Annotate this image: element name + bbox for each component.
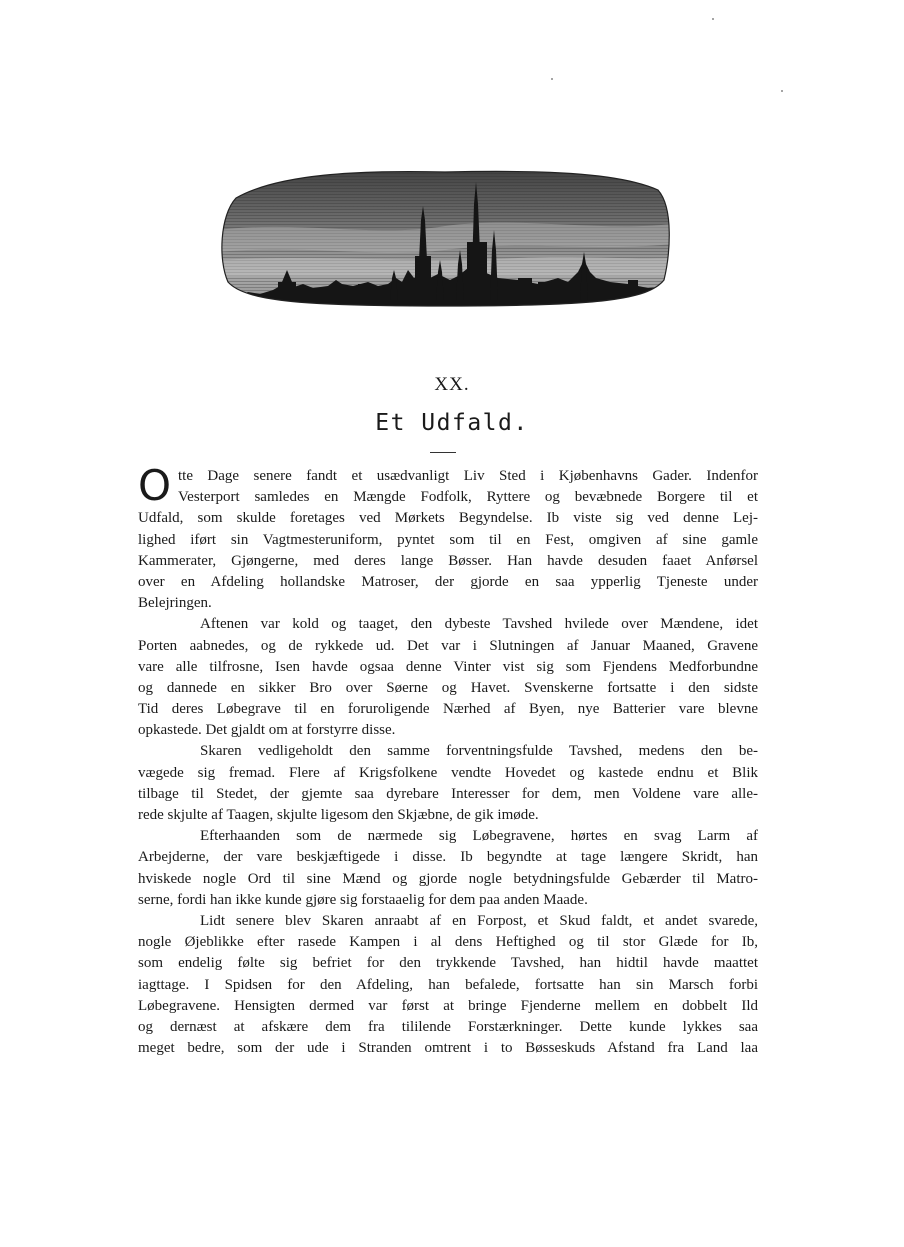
text-line: hviskede nogle Ord til sine Mænd og gjorde nogle betydningsfulde Gebærder til Matro- (138, 870, 758, 887)
drop-cap: O (138, 461, 172, 510)
text-line: Kammerater, Gjøngerne, med deres lange Bøsser. Han havde desuden faaet Anførsel (138, 552, 758, 569)
text-line: og dannede en sikker Bro over Søerne og Havet. Svenskerne fortsatte i den sidste (138, 679, 758, 696)
text-line: lighed iført sin Vagtmesteruniform, pyntet som til en Fest, omgiven af sine gamle (138, 531, 758, 548)
title-rule (430, 452, 456, 453)
page-speck (781, 90, 783, 92)
text-line: Udfald, som skulde foretages ved Mørkets Begyndelse. Ib viste sig ved denne Lej- (138, 510, 758, 527)
body-text (138, 461, 758, 1059)
text-line: Tid deres Løbegrave til en foruroligende Nærhed af Byen, nye Batterier vare blevne (138, 701, 758, 718)
text-line: tilbage til Stedet, der gjemte saa dyrebare Interesser for dem, men Voldene vare alle- (138, 785, 758, 802)
text-line: vægede sig fremad. Flere af Krigsfolkene vendte Hovedet og kastede endnu et Blik (138, 764, 758, 781)
text-line: nogle Øjeblikke efter rasede Kampen i al dens Heftighed og til stor Glæde for Ib, (138, 934, 758, 951)
text-line: og dernæst at afskære dem fra tililende Forstærkninger. Dette kunde lykkes saa (138, 1018, 758, 1035)
sky-area (218, 160, 672, 322)
text-line: Skaren vedligeholdt den samme forventningsfulde Tavshed, medens den be- (200, 743, 758, 760)
text-line: Belejringen. (138, 595, 212, 612)
text-line: over en Afdeling hollandske Matroser, der gjorde en saa ypperlig Tjeneste under (138, 573, 758, 590)
text-line: meget bedre, som der ude i Stranden omtrent i to Bøsseskuds Afstand fra Land laa (138, 1040, 758, 1057)
page-speck (712, 18, 714, 20)
text-line: Arbejderne, der vare beskjæftigede i disse. Ib begyndte at tage længere Skridt, han (138, 849, 758, 866)
text-line: iagttage. I Spidsen for den Afdeling, han befalede, fortsatte han sin Marsch forbi (138, 976, 758, 993)
text-line: rede skjulte af Taagen, skjulte ligesom den Skjæbne, de gik imøde. (138, 807, 539, 823)
text-line: opkastede. Det gjaldt om at forstyrre disse. (138, 722, 396, 739)
text-line: tte Dage senere fandt et usædvanligt Liv Sted i Kjøbenhavns Gader. Indenfor (178, 468, 758, 484)
text-line: serne, fordi han ikke kunde gjøre sig forstaaelig for dem paa anden Maade. (138, 891, 588, 908)
text-line: vare alle tilfrosne, Isen havde ogsaa denne Vinter vist sig som Fjendens Medforbundne (138, 658, 758, 675)
text-line: Løbegravene. Hensigten dermed var først at bringe Fjenderne mellem en dobbelt Ild (138, 997, 758, 1014)
text-line: Aftenen var kold og taaget, den dybeste Tavshed hvilede over Mændene, idet (200, 616, 758, 633)
chapter-title: Et Udfald. (375, 410, 529, 436)
skyline-illustration (218, 160, 672, 322)
page-speck (551, 78, 553, 80)
chapter-number: XX. (434, 374, 470, 395)
text-line: som endelig følte sig befriet for den trykkende Tavshed, han hidtil havde maattet (138, 955, 758, 972)
text-line: Porten aabnedes, og de rykkede ud. Det var i Slutningen af Januar Maaned, Gravene (138, 637, 758, 654)
text-line: Efterhaanden som de nærmede sig Løbegravene, hørtes en svag Larm af (200, 828, 758, 845)
text-line: Vesterport samledes en Mængde Fodfolk, Ryttere og bevæbnede Borgere til et (178, 489, 758, 506)
text-line: Lidt senere blev Skaren anraabt af en Forpost, et Skud faldt, et andet svarede, (200, 912, 758, 929)
